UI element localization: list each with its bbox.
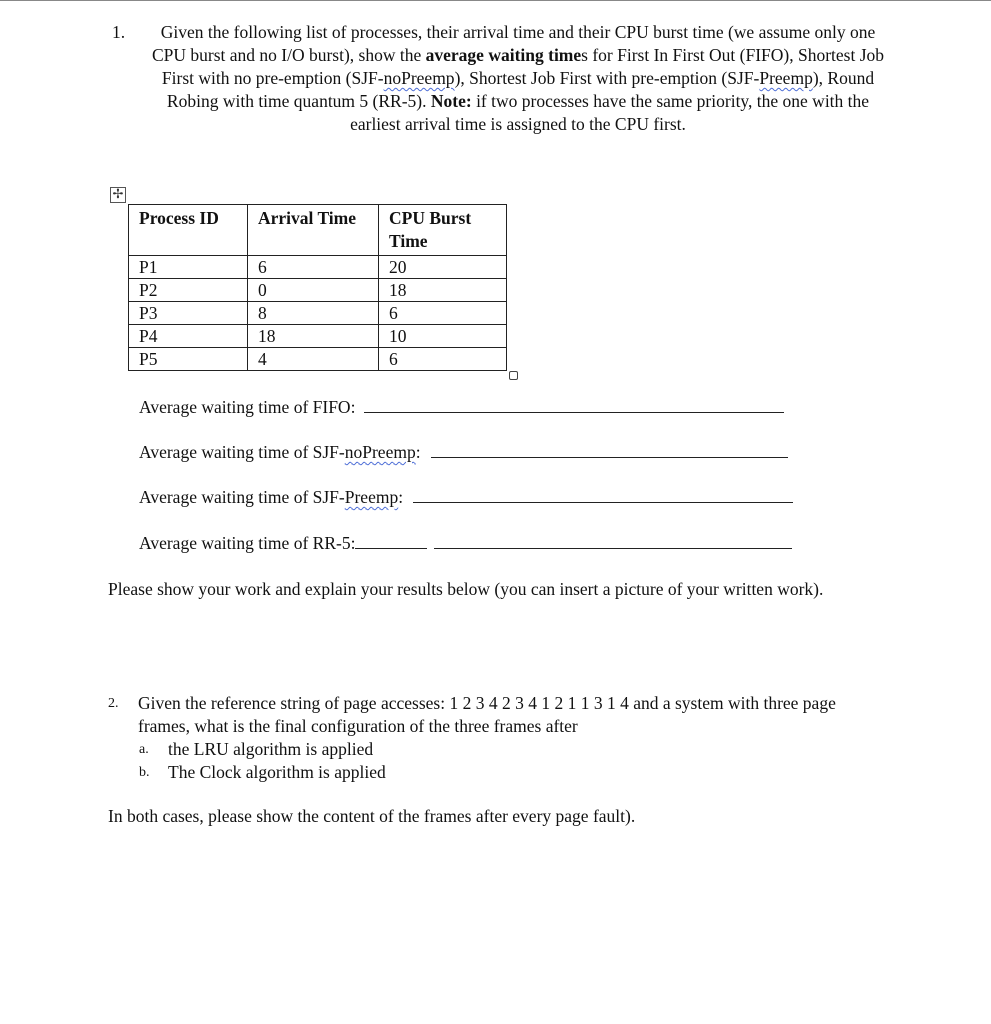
q1-text-part: s for First In First Out (FIFO), Shortest Job First with no pre-emption (SJF- <box>161 45 885 88</box>
table-move-handle-icon[interactable]: ✢ <box>110 187 126 203</box>
answer-sjf-nopreemp <box>139 441 788 463</box>
question-1-number: 1. <box>112 22 126 42</box>
answer-sjf-nopreemp-colon: : <box>415 442 421 462</box>
table-row <box>129 256 507 279</box>
q1-text-part: ), Shortest Job First with pre-emption (SJF- <box>454 68 760 88</box>
question-2 <box>108 692 888 784</box>
answer-sjf-preemp-colon: : <box>398 487 404 507</box>
q1-preemp-term: Preemp <box>759 68 813 88</box>
cell-process-id: P5 <box>129 348 248 371</box>
question-1 <box>112 21 892 136</box>
cell-process-id: P2 <box>129 279 248 302</box>
process-table <box>128 204 507 371</box>
q1-bold-average-waiting-time: average waiting time <box>425 45 582 65</box>
answer-sjf-preemp <box>139 486 793 508</box>
instructions-text: Please show your work and explain your results below (you can insert a picture of your written work). <box>108 579 824 599</box>
answer-sjf-preemp-term: Preemp <box>344 487 399 507</box>
process-table-header <box>129 205 507 256</box>
question-1-text <box>144 21 892 136</box>
list-item-text: The Clock algorithm is applied <box>168 762 386 782</box>
answer-sjf-nopreemp-term: noPreemp <box>344 442 416 462</box>
answer-sjf-nopreemp-label: Average waiting time of SJF- <box>139 442 345 462</box>
answer-rr5 <box>139 532 792 554</box>
q1-nopreemp-term: noPreemp <box>383 68 455 88</box>
answer-sjf-preemp-blank[interactable] <box>413 486 793 503</box>
header-arrival-time: Arrival Time <box>248 205 379 256</box>
header-cpu-burst-time: CPU Burst Time <box>379 205 507 256</box>
cell-burst: 18 <box>379 279 507 302</box>
cell-arrival: 4 <box>248 348 379 371</box>
cell-arrival: 6 <box>248 256 379 279</box>
cell-process-id: P4 <box>129 325 248 348</box>
q1-note-text: if two processes have the same priority, the one with the earliest arrival time is assigned to the CPU first. <box>350 91 870 134</box>
table-resize-handle[interactable] <box>509 371 518 380</box>
answer-sjf-preemp-label: Average waiting time of SJF- <box>139 487 345 507</box>
page-top-border <box>0 0 991 1</box>
answer-fifo <box>139 396 784 418</box>
cell-process-id: P3 <box>129 302 248 325</box>
cell-burst: 10 <box>379 325 507 348</box>
q1-note-label: Note: <box>430 91 472 111</box>
list-item-letter: a. <box>139 742 149 757</box>
answer-rr5-blank-short[interactable] <box>355 532 427 549</box>
table-row <box>129 348 507 371</box>
list-item-letter: b. <box>139 765 150 780</box>
cell-arrival: 0 <box>248 279 379 302</box>
q1-text-part: ), Round Robing with time quantum 5 (RR-5). <box>166 68 875 111</box>
answer-sjf-nopreemp-blank[interactable] <box>431 441 788 458</box>
question-2-followup: In both cases, please show the content of the frames after every page fault). <box>108 806 636 826</box>
cell-arrival: 18 <box>248 325 379 348</box>
cell-arrival: 8 <box>248 302 379 325</box>
question-2-text: Given the reference string of page accesses: 1 2 3 4 2 3 4 1 2 1 1 3 1 4 and a system with three page frames, what is the final configuration of the three frames after <box>138 693 836 736</box>
list-item <box>139 761 888 784</box>
table-row <box>129 279 507 302</box>
answer-fifo-label: Average waiting time of FIFO: <box>139 397 356 417</box>
cell-burst: 6 <box>379 302 507 325</box>
cell-process-id: P1 <box>129 256 248 279</box>
header-process-id: Process ID <box>129 205 248 256</box>
answer-rr5-blank[interactable] <box>434 532 792 549</box>
q1-text-part: Given the following list of processes, their arrival time and their CPU burst time (we assume only one CPU burst and no I/O burst), show the <box>151 22 876 65</box>
list-item-text: the LRU algorithm is applied <box>168 739 374 759</box>
cell-burst: 20 <box>379 256 507 279</box>
table-row <box>129 302 507 325</box>
answer-fifo-blank[interactable] <box>364 396 784 413</box>
question-2-number: 2. <box>108 696 119 711</box>
list-item <box>139 738 888 761</box>
cell-burst: 6 <box>379 348 507 371</box>
answer-rr5-label: Average waiting time of RR-5: <box>139 533 356 553</box>
table-row <box>129 325 507 348</box>
